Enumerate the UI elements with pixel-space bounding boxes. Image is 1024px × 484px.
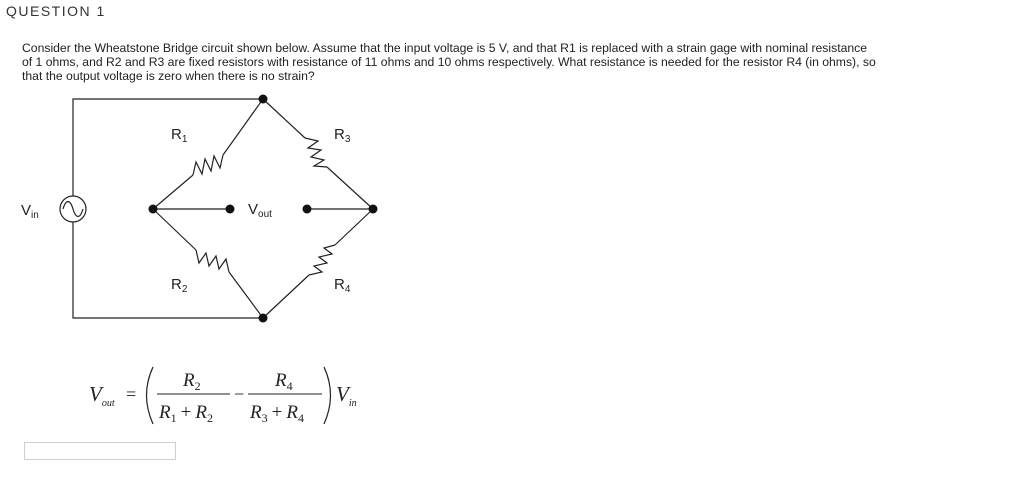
- formula-left-paren: [147, 367, 154, 424]
- answer-input[interactable]: [24, 442, 176, 460]
- arm-r3-a: [263, 99, 305, 138]
- formula-numerator-1: $R_2$: [183, 370, 201, 393]
- formula-minus: −: [234, 384, 245, 404]
- vout-formula: [89, 367, 357, 425]
- node-bottom: [259, 314, 268, 323]
- label-r2: $R_2$: [171, 276, 188, 295]
- formula-denominator-2: $R_3 + R_4$: [250, 402, 304, 425]
- formula-rhs: $V_{in}$: [336, 382, 357, 409]
- formula-numerator-2: $R_4$: [275, 370, 293, 393]
- resistor-r4-zigzag: [309, 245, 335, 275]
- arm-r1-b: [223, 99, 263, 155]
- label-r4: $R_4$: [334, 276, 351, 295]
- formula-denominator-1: $R_1 + R_2$: [159, 402, 213, 425]
- arm-r2-a: [153, 209, 196, 250]
- question-title: QUESTION 1: [6, 3, 106, 19]
- label-vout: $V_{out}$: [248, 201, 272, 220]
- question-line-2: of 1 ohms, and R2 and R3 are fixed resistors with resistance of 11 ohms and 10 ohms respectively. What resistance is needed for the resistor R4 (in ohms), so: [22, 55, 876, 69]
- resistor-r3-zigzag: [305, 138, 327, 167]
- wire-bottom: [73, 222, 263, 318]
- arm-r2-b: [229, 272, 263, 318]
- label-r1: $R_1$: [171, 126, 188, 145]
- wire-top: [73, 99, 263, 196]
- arm-r1-a: [153, 175, 193, 209]
- terminal-vout-right: [303, 205, 312, 214]
- formula-lhs: $V_{out}$: [89, 382, 115, 409]
- label-r3: $R_3$: [334, 126, 351, 145]
- arm-r4-b: [335, 209, 373, 245]
- question-line-3: that the output voltage is zero when there is no strain?: [22, 69, 315, 83]
- formula-right-paren: [324, 367, 331, 424]
- resistor-r1-zigzag: [193, 155, 223, 175]
- terminal-vout-left: [226, 205, 235, 214]
- question-line-1: Consider the Wheatstone Bridge circuit shown below. Assume that the input voltage is 5 V, and that R1 is replaced with a strain gage with nominal resistance: [22, 41, 868, 55]
- formula-equals: =: [126, 384, 137, 404]
- arm-r4-a: [263, 275, 309, 318]
- node-right: [369, 205, 378, 214]
- node-top: [259, 95, 268, 104]
- node-left: [149, 205, 158, 214]
- resistor-r2-zigzag: [196, 250, 229, 272]
- arm-r3-b: [327, 167, 373, 209]
- label-vin: $V_{in}$: [21, 202, 39, 221]
